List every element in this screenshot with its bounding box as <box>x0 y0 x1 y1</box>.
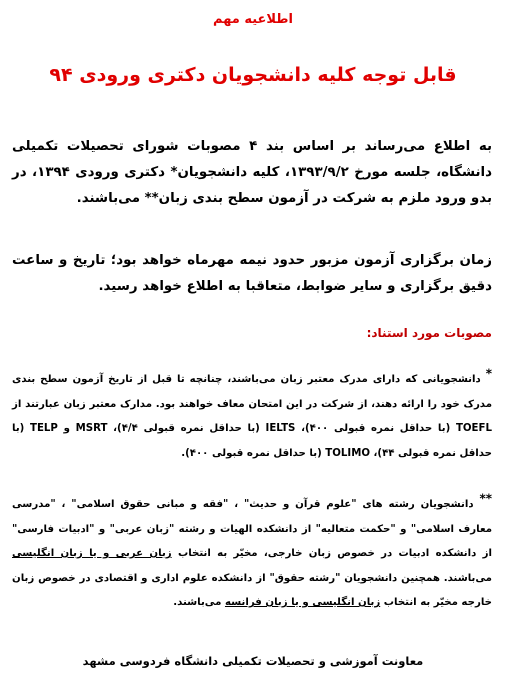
note-language-choice <box>12 493 492 616</box>
paragraph-requirement: به اطلاع می‌رساند بر اساس بند ۴ مصوبات شورای تحصیلات تکمیلی دانشگاه، جلسه مورخ ۱۳۹۳/۹/۲، کلیه دانشجویان* دکتری ورودی ۱۳۹۴، در بدو ورود ملزم به شرکت در آزمون سطح بندی زبان** می‌باشند. <box>12 139 492 206</box>
note-double-asterisk: ** <box>479 491 492 506</box>
signature: معاونت آموزشی و تحصیلات تکمیلی دانشگاه فردوسی مشهد <box>82 654 424 668</box>
note-text: دانشجویانی که دارای مدرک معتبر زبان می‌باشند، چنانچه تا قبل از تاریخ آزمون سطح بندی مدرک خود را ارائه دهند، از شرکت در این امتحان معاف خواهند بود. مدارک معتبر زبان عبارتند از TOEFL (با حداقل نمره قبولی ۴۰۰)، IELTS (با حداقل نمره قبولی ۴/۴)، MSRT و TELP (با حداقل نمره قبولی ۴۴)، TOLIMO (با حداقل نمره قبولی ۴۰۰). <box>12 374 492 459</box>
announcement-heading: قابل توجه کلیه دانشجویان دکتری ورودی ۹۴ <box>49 64 457 86</box>
notice-title: اطلاعیه مهم <box>213 12 293 27</box>
underlined-language-option-2: زبان انگلیسی و یا زبان فرانسه <box>224 597 381 608</box>
note-text-part-a: دانشجویان رشته های "علوم قرآن و حدیث" ، "فقه و مبانی حقوق اسلامی" ، "مدرسی معارف اسلامی" و "حکمت متعالیه" از دانشکده الهیات و رشته "زبان عربی" و "ادبیات فارسی" از دانشکده ادبیات در خصوص زبان خارجی، مخیّر به انتخاب <box>12 499 492 559</box>
note-asterisk: * <box>485 366 492 381</box>
underlined-language-option-1: زبان عربی و یا زبان انگلیسی <box>12 548 172 559</box>
note-text-part-c: می‌باشند. <box>173 597 225 608</box>
paragraph-exam-timing: زمان برگزاری آزمون مزبور حدود نیمه مهرماه خواهد بود؛ تاریخ و ساعت دقیق برگزاری و سایر ضوابط، متعاقبا به اطلاع خواهد رسید. <box>12 253 492 294</box>
approvals-heading: مصوبات مورد استناد: <box>366 326 492 340</box>
note-text-part-b: می‌باشند. همچنین دانشجویان "رشته حقوق" از دانشکده علوم اداری و اقتصادی در خصوص زبان خارجه مخیّر به انتخاب <box>12 572 492 608</box>
note-valid-certificates <box>12 368 492 466</box>
